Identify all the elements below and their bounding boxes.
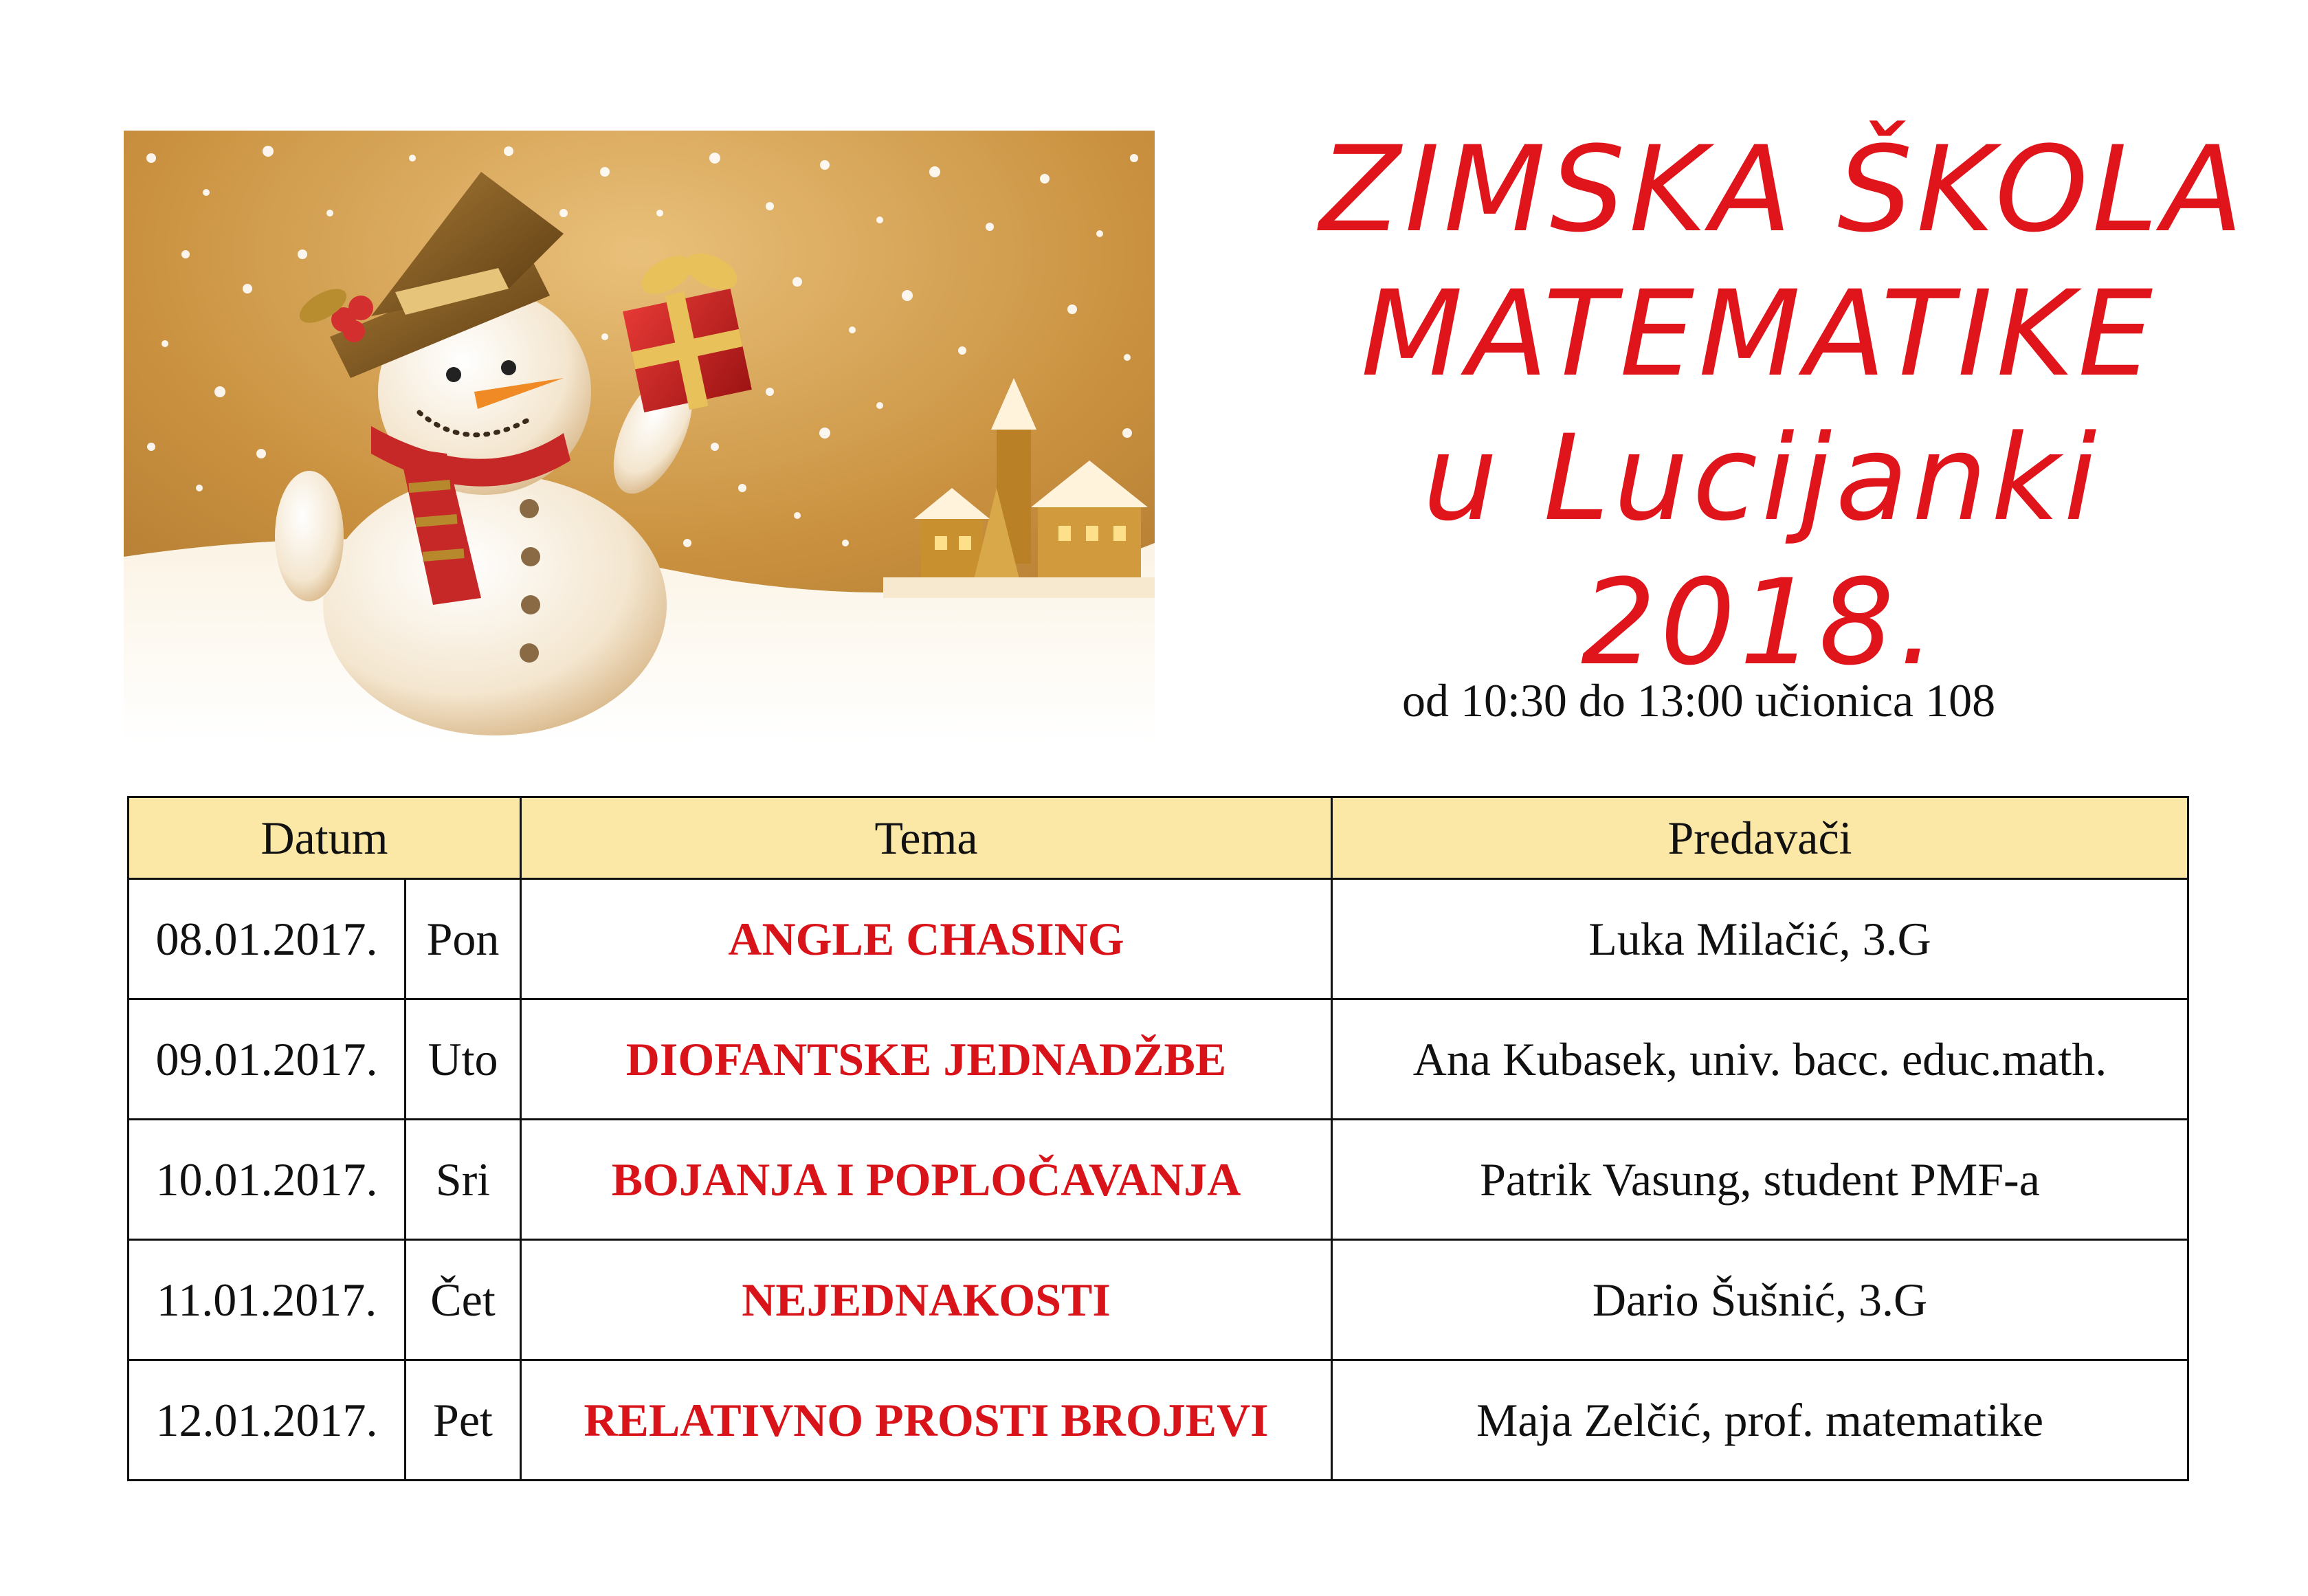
snowman-with-gift-icon (124, 131, 1155, 742)
time-and-room: od 10:30 do 13:00 učionica 108 (1402, 674, 1996, 727)
table-row (129, 1240, 2188, 1360)
row-lecturer: Maja Zelčić, prof. matematike (1332, 1360, 2188, 1481)
row-date: 10.01.2017. (129, 1120, 406, 1240)
table-header-row (129, 797, 2188, 879)
row-lecturer: Ana Kubasek, univ. bacc. educ.math. (1332, 999, 2188, 1120)
row-day: Pon (406, 879, 521, 999)
row-day: Sri (406, 1120, 521, 1240)
schedule-table (127, 796, 2189, 1481)
row-topic: BOJANJA I POPLOČAVANJA (521, 1120, 1332, 1240)
title-line-2: MATEMATIKE (1361, 265, 2157, 403)
row-date: 12.01.2017. (129, 1360, 406, 1481)
table-row (129, 999, 2188, 1120)
row-day: Uto (406, 999, 521, 1120)
row-day: Pet (406, 1360, 521, 1481)
header-topic: Tema (521, 797, 1332, 879)
row-topic: RELATIVNO PROSTI BROJEVI (521, 1360, 1332, 1481)
table-row (129, 1120, 2188, 1240)
row-lecturer: Dario Šušnić, 3.G (1332, 1240, 2188, 1360)
title-line-1: ZIMSKA ŠKOLA (1320, 120, 2248, 258)
title-line-3: u Lucijanki (1423, 409, 2101, 547)
row-date: 09.01.2017. (129, 999, 406, 1120)
row-date: 08.01.2017. (129, 879, 406, 999)
row-lecturer: Luka Milačić, 3.G (1332, 879, 2188, 999)
row-lecturer: Patrik Vasung, student PMF-a (1332, 1120, 2188, 1240)
header-lecturer: Predavači (1332, 797, 2188, 879)
row-day: Čet (406, 1240, 521, 1360)
row-topic: ANGLE CHASING (521, 879, 1332, 999)
row-date: 11.01.2017. (129, 1240, 406, 1360)
row-topic: NEJEDNAKOSTI (521, 1240, 1332, 1360)
snowman-illustration (124, 131, 1155, 742)
title-line-4: 2018. (1581, 553, 1940, 691)
table-row (129, 879, 2188, 999)
title-block (1278, 103, 2248, 742)
header-date: Datum (129, 797, 521, 879)
table-row (129, 1360, 2188, 1481)
row-topic: DIOFANTSKE JEDNADŽBE (521, 999, 1332, 1120)
